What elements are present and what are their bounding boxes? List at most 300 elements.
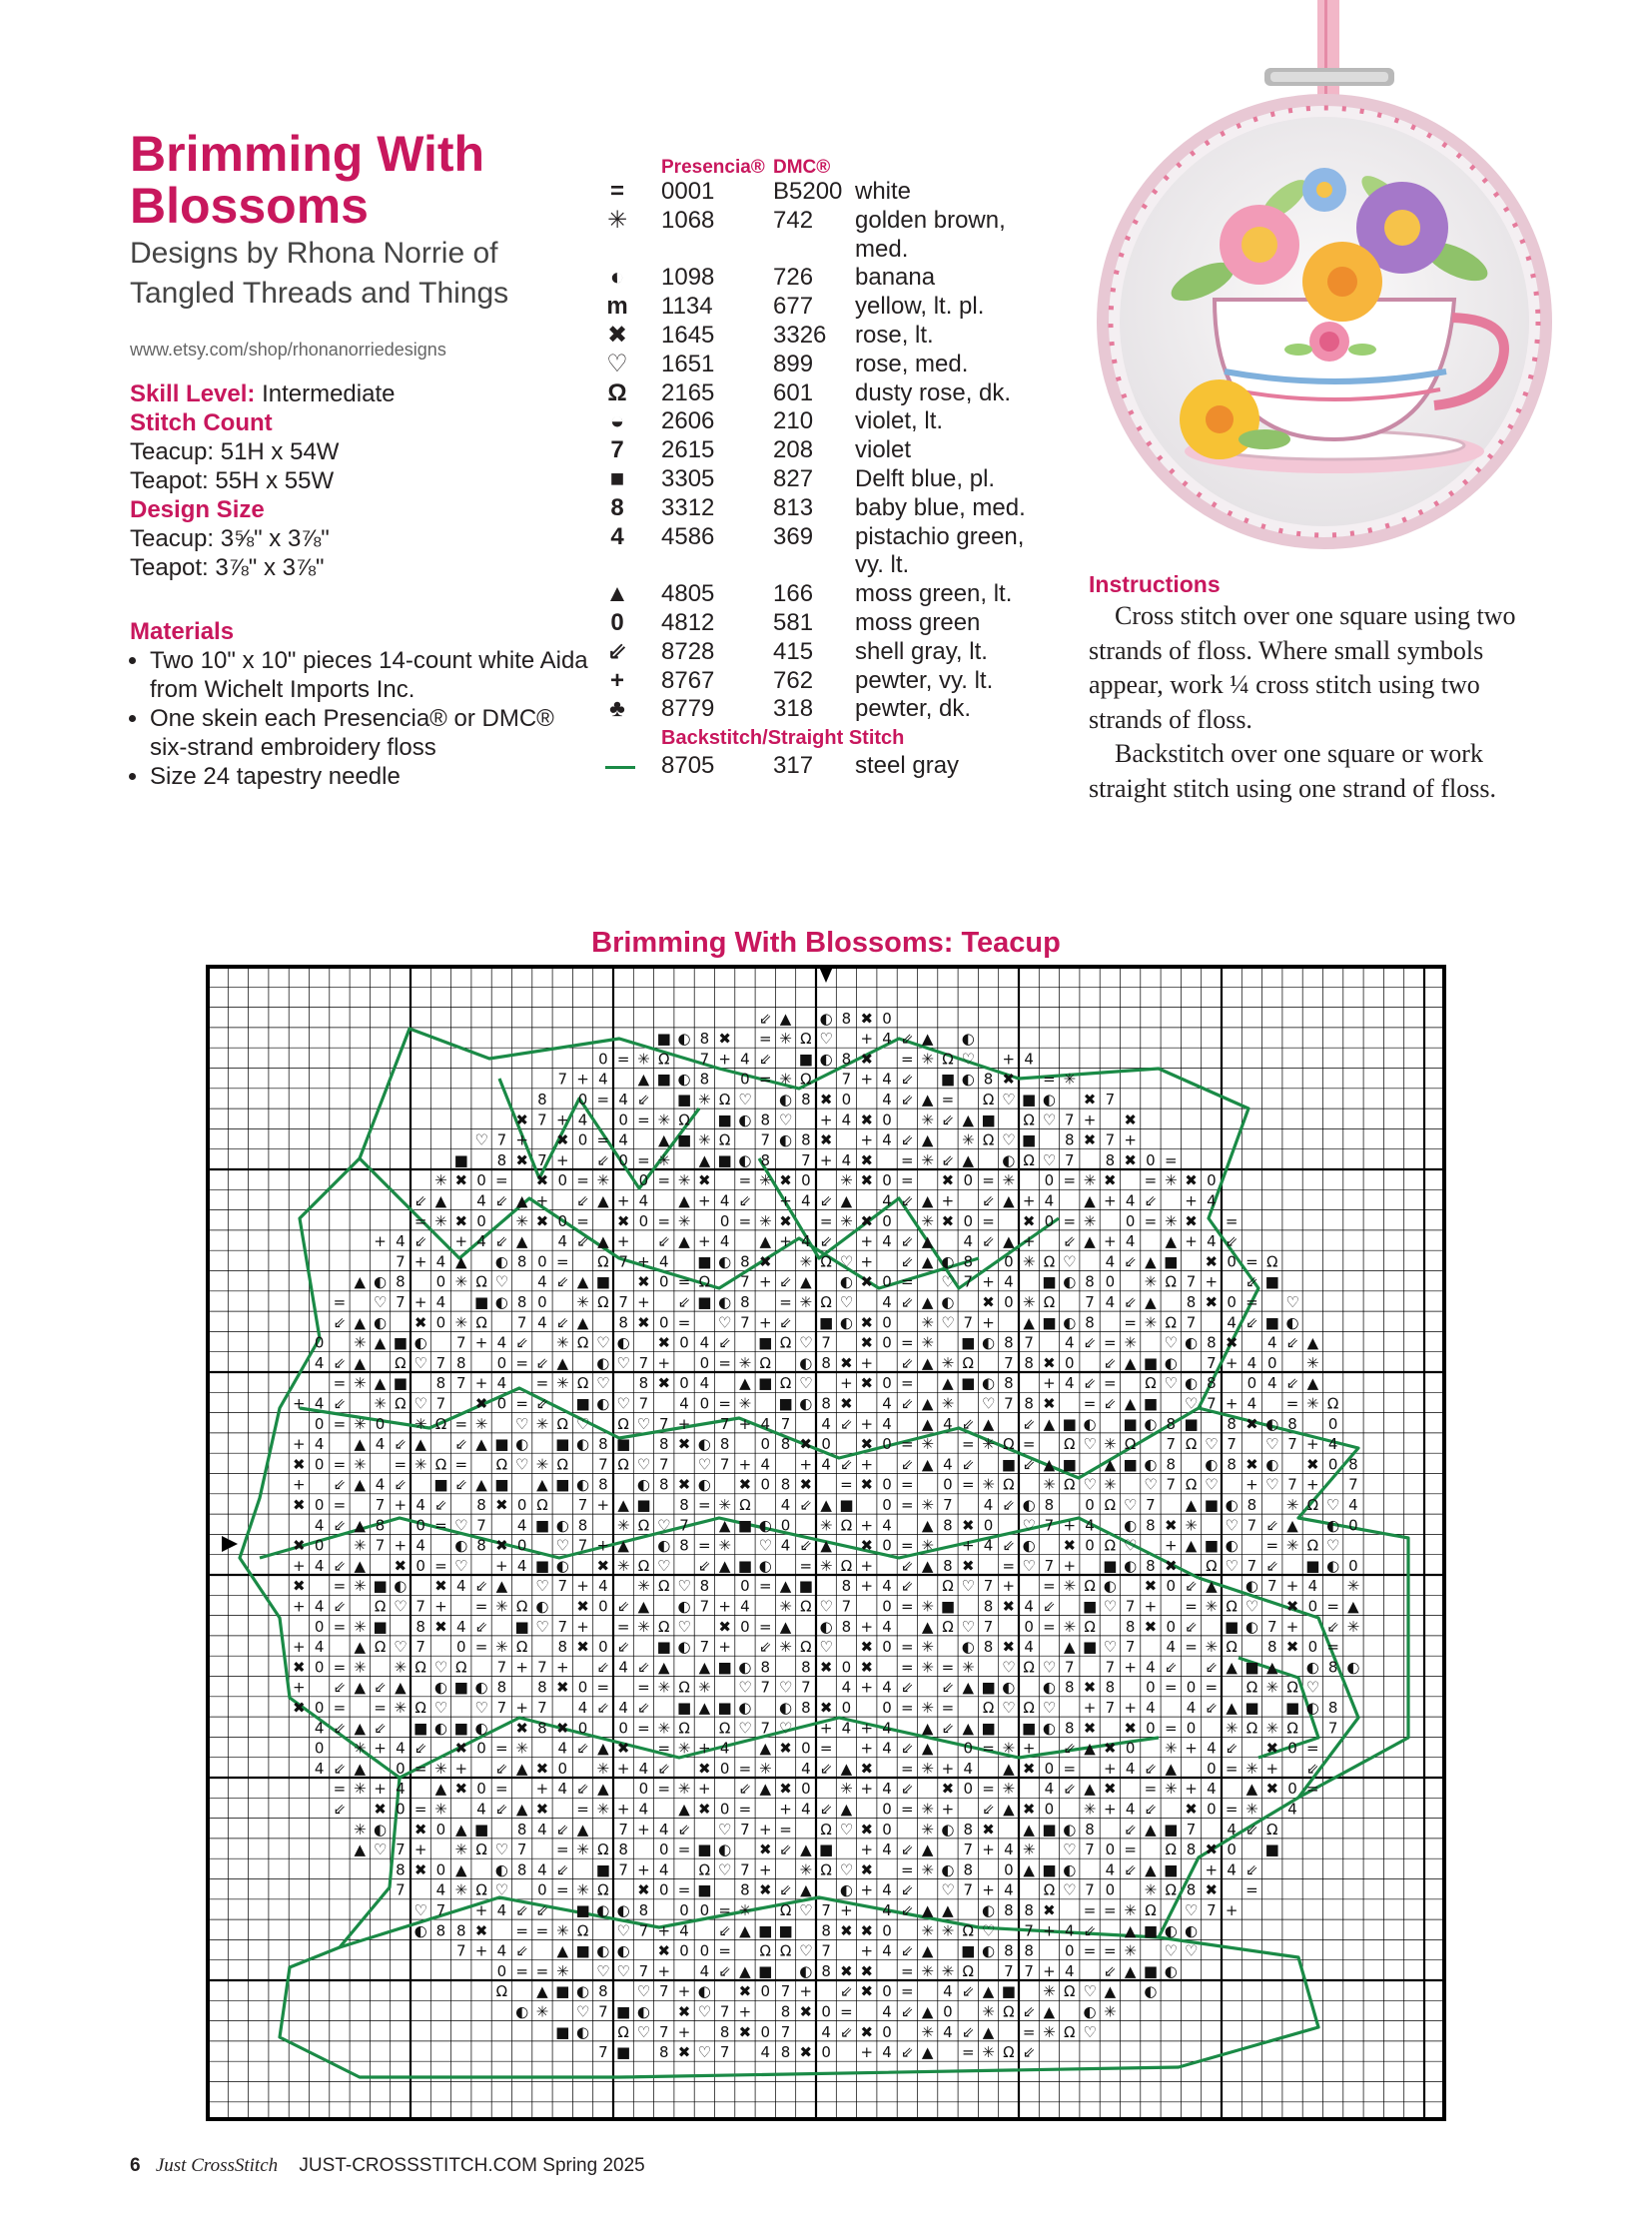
stitch-symbol: ■ [1284, 1698, 1300, 1717]
stitch-symbol: 7 [1064, 1150, 1075, 1169]
stitch-symbol: ✖ [1083, 1090, 1097, 1109]
stitch-symbol: ♡ [636, 2022, 651, 2041]
stitch-symbol: ✖ [474, 1394, 488, 1413]
stitch-symbol: 4 [882, 1617, 892, 1636]
stitch-symbol: ✳ [921, 1536, 934, 1555]
instructions-heading: Instructions [1089, 571, 1221, 597]
stitch-symbol: + [474, 1374, 488, 1393]
stitch-symbol: 4 [841, 1150, 852, 1169]
stitch-symbol: ✳ [779, 1597, 792, 1616]
stitch-symbol: ✳ [555, 1921, 569, 1940]
stitch-symbol: 7 [598, 2002, 608, 2021]
stitch-symbol: ♡ [494, 1272, 509, 1291]
stitch-symbol: 0 [577, 1678, 588, 1697]
key-presencia: 1651 [661, 350, 715, 377]
stitch-symbol: ⇙ [819, 1232, 833, 1251]
stitch-symbol: 7 [1064, 1658, 1075, 1677]
stitch-symbol: ✳ [394, 1658, 408, 1677]
key-presencia: 8767 [661, 666, 715, 694]
key-color-name: rose, med. [855, 350, 969, 377]
stitch-symbol: + [941, 1800, 955, 1819]
stitch-symbol: ■ [1082, 1597, 1098, 1616]
stitch-symbol: ✖ [1185, 1171, 1198, 1190]
stitch-symbol: ◐ [1063, 1313, 1077, 1332]
stitch-symbol: + [860, 1577, 874, 1596]
stitch-symbol: 4 [719, 1191, 730, 1210]
stitch-symbol: ⇙ [333, 1313, 347, 1332]
stitch-symbol: ▲ [840, 1191, 853, 1210]
key-dmc: B5200 [773, 178, 843, 205]
stitch-symbol: ◐ [799, 1353, 813, 1372]
stitch-symbol: ■ [697, 1841, 712, 1859]
stitch-symbol: 7 [1105, 1658, 1116, 1677]
stitch-symbol: 8 [557, 1638, 568, 1657]
stitch-symbol: + [1124, 1130, 1137, 1149]
stitch-symbol: ◐ [413, 1921, 427, 1940]
stitch-symbol: Ω [1185, 1435, 1198, 1454]
stitch-symbol: ♡ [454, 1556, 468, 1575]
stitch-symbol: Ω [1003, 1475, 1015, 1494]
stitch-symbol: 0 [1105, 1880, 1116, 1899]
stitch-symbol: ✖ [860, 1171, 874, 1190]
stitch-symbol: 0 [882, 1333, 892, 1352]
stitch-symbol: ■ [1001, 1455, 1016, 1474]
stitch-symbol: 0 [618, 1110, 628, 1129]
stitch-symbol: = [1144, 1211, 1158, 1230]
stitch-symbol: 4 [476, 1191, 486, 1210]
stitch-symbol: 7 [801, 1150, 811, 1169]
stitch-symbol: ■ [717, 1150, 732, 1169]
stitch-symbol: ♡ [413, 1900, 427, 1919]
stitch-symbol: = [982, 1211, 995, 1230]
stitch-symbol: ✖ [1083, 1130, 1097, 1149]
stitch-symbol: ■ [575, 1394, 590, 1413]
stitch-symbol: + [840, 1900, 853, 1919]
stitch-symbol: 4 [476, 1800, 486, 1819]
stitch-symbol: + [596, 1536, 610, 1555]
stitch-symbol: 0 [882, 1374, 892, 1393]
stitch-symbol: = [1285, 1394, 1299, 1413]
stitch-symbol: 8 [801, 1130, 811, 1149]
stitch-symbol: ⇙ [901, 1353, 914, 1372]
key-color-name: pewter, vy. lt. [855, 666, 994, 694]
stitch-symbol: ✖ [535, 1800, 549, 1819]
stitch-symbol: ▲ [1245, 1780, 1258, 1799]
stitch-symbol: ■ [940, 1070, 956, 1089]
stitch-symbol: 7 [496, 1698, 507, 1717]
stitch-symbol: 0 [638, 1171, 649, 1190]
key-dmc: 742 [773, 206, 814, 234]
stitch-symbol: = [1104, 1900, 1117, 1919]
stitch-symbol: ✖ [941, 1780, 955, 1799]
stitch-symbol: 4 [476, 1232, 486, 1251]
stitch-symbol: ▲ [759, 1232, 772, 1251]
stitch-symbol: ⇙ [333, 1556, 347, 1575]
stitch-symbol: Ω [1064, 1435, 1076, 1454]
stitch-symbol: = [901, 1759, 914, 1778]
stitch-symbol: ▲ [576, 1272, 589, 1291]
stitch-symbol: 7 [1024, 1961, 1034, 1980]
stitch-symbol: ▲ [1124, 1353, 1137, 1372]
stitch-symbol: + [799, 1982, 813, 2001]
stitch-symbol: ◐ [596, 1353, 610, 1372]
stitch-symbol: ✖ [718, 1030, 731, 1049]
stitch-symbol: ♡ [778, 1110, 793, 1129]
stitch-symbol: ▲ [779, 1617, 792, 1636]
stitch-symbol: ◐ [494, 1292, 508, 1311]
stitch-symbol: = [901, 1961, 914, 1980]
stitch-count-heading: Stitch Count [130, 409, 273, 436]
stitch-symbol: 0 [1266, 1353, 1277, 1372]
stitch-symbol: = [333, 1658, 347, 1677]
stitch-symbol: ⇙ [961, 1414, 975, 1433]
materials-heading: Materials [130, 618, 235, 645]
stitch-symbol: ✳ [657, 1110, 671, 1129]
stitch-count-teacup: Teacup: 51H x 54W [130, 438, 340, 465]
key-row [599, 523, 1039, 581]
stitch-symbol: = [1043, 1617, 1056, 1636]
stitch-symbol: 4 [801, 1191, 811, 1210]
key-dmc: 3326 [773, 321, 827, 349]
stitch-symbol: Ω [576, 1333, 589, 1352]
stitch-symbol: 7 [557, 1577, 568, 1596]
stitch-symbol: ⇙ [1205, 1658, 1219, 1677]
stitch-symbol: + [860, 1414, 874, 1433]
stitch-symbol: ▲ [657, 1130, 670, 1149]
stitch-symbol: ▲ [1104, 1982, 1117, 2001]
key-row [599, 178, 1039, 207]
stitch-symbol: ✖ [982, 1292, 995, 1311]
stitch-symbol: ▲ [354, 1841, 367, 1859]
stitch-symbol: = [596, 1678, 610, 1697]
stitch-symbol: = [1083, 1941, 1097, 1960]
stitch-symbol: + [799, 1455, 813, 1474]
stitch-symbol: 4 [1004, 1880, 1014, 1899]
key-symbol: ◒ [609, 407, 625, 435]
stitch-symbol: ◐ [1326, 1516, 1340, 1535]
key-row [599, 351, 1039, 379]
stitch-symbol: 4 [882, 1394, 892, 1413]
stitch-symbol: 8 [375, 1516, 386, 1535]
stitch-symbol: 8 [1064, 1678, 1075, 1697]
designer-website-link[interactable]: www.etsy.com/shop/rhonanorriedesigns [130, 340, 446, 360]
stitch-symbol: = [901, 1272, 914, 1291]
stitch-symbol: ♡ [1265, 1435, 1279, 1454]
stitch-symbol: ✖ [1083, 1678, 1097, 1697]
stitch-symbol: ■ [1264, 1313, 1279, 1332]
stitch-symbol: ⇙ [1002, 1495, 1016, 1514]
stitch-symbol: 8 [1024, 1394, 1034, 1413]
stitch-symbol: ⇙ [515, 1333, 528, 1352]
stitch-symbol: + [293, 1435, 306, 1454]
stitch-symbol: Ω [1266, 1252, 1278, 1271]
stitch-symbol: + [637, 1292, 650, 1311]
stitch-symbol: ⇙ [779, 1313, 792, 1332]
stitch-symbol: ✖ [1225, 1333, 1239, 1352]
stitch-symbol: ♡ [494, 1880, 509, 1899]
stitch-symbol: 4 [882, 1090, 892, 1109]
stitch-symbol: ⇙ [413, 1232, 427, 1251]
stitch-symbol: 8 [963, 1860, 974, 1879]
key-row [599, 407, 1039, 436]
stitch-symbol: ✖ [941, 1171, 955, 1190]
stitch-symbol: + [535, 1191, 549, 1210]
stitch-symbol: ✳ [1306, 1353, 1319, 1372]
stitch-symbol: 7 [780, 2022, 791, 2041]
stitch-symbol: ✳ [961, 1658, 975, 1677]
stitch-symbol: 0 [679, 1374, 689, 1393]
materials-item: • One skein each Presencia® or DMC® six-strand embroidery floss [150, 704, 589, 762]
stitch-symbol: ✖ [840, 1394, 853, 1413]
stitch-symbol: + [860, 1719, 874, 1738]
stitch-symbol: ◐ [982, 1900, 996, 1919]
stitch-symbol: ■ [656, 1638, 671, 1657]
stitch-symbol: 7 [1146, 1495, 1156, 1514]
stitch-symbol: 7 [598, 2043, 608, 2062]
stitch-symbol: ✳ [353, 1414, 367, 1433]
stitch-symbol: Ω [800, 1030, 812, 1049]
stitch-symbol: ■ [676, 1130, 692, 1149]
stitch-symbol: = [901, 1698, 914, 1717]
stitch-symbol: Ω [1185, 1475, 1198, 1494]
stitch-symbol: + [515, 1658, 528, 1677]
stitch-symbol: 8 [780, 1475, 791, 1494]
key-color-name: violet, lt. [855, 407, 944, 435]
stitch-symbol: ♡ [717, 1860, 732, 1879]
stitch-symbol: ♡ [1083, 1982, 1097, 2001]
stitch-symbol: 7 [658, 2022, 669, 2041]
stitch-symbol: 4 [821, 2022, 831, 2041]
stitch-symbol: ⇙ [576, 1739, 589, 1758]
stitch-symbol: 4 [1266, 1374, 1277, 1393]
stitch-symbol: 8 [1125, 1617, 1136, 1636]
stitch-symbol: ✖ [698, 1759, 711, 1778]
stitch-symbol: 4 [1064, 1333, 1075, 1352]
stitch-symbol: ✖ [982, 1820, 995, 1839]
stitch-symbol: 0 [598, 1597, 608, 1616]
stitch-symbol: ⇙ [982, 1800, 995, 1819]
stitch-symbol: ◐ [1002, 1150, 1016, 1169]
stitch-symbol: ▲ [921, 1414, 934, 1433]
stitch-symbol: ■ [717, 1110, 732, 1129]
key-presencia: 0001 [661, 178, 715, 205]
stitch-symbol: ◐ [515, 1435, 529, 1454]
stitch-symbol: 4 [882, 1841, 892, 1859]
stitch-symbol: = [555, 1841, 569, 1859]
stitch-symbol: ♡ [373, 1292, 388, 1311]
stitch-symbol: ◐ [839, 1880, 853, 1899]
stitch-symbol: ✳ [657, 1719, 671, 1738]
stitch-symbol: = [333, 1780, 347, 1799]
stitch-symbol: 0 [882, 1272, 892, 1291]
key-presencia: 8705 [661, 752, 715, 780]
stitch-symbol: 4 [882, 1070, 892, 1089]
stitch-symbol: 0 [396, 1800, 406, 1819]
stitch-symbol: ▲ [495, 1577, 508, 1596]
stitch-symbol: ■ [595, 1272, 610, 1291]
key-color-name: moss green, lt. [855, 580, 1013, 608]
stitch-symbol: ▲ [395, 1678, 407, 1697]
stitch-symbol: ✖ [555, 1678, 569, 1697]
stitch-symbol: 4 [435, 1252, 446, 1271]
stitch-symbol: ◐ [1185, 1921, 1199, 1940]
stitch-symbol: 0 [882, 1800, 892, 1819]
stitch-symbol: ◐ [1144, 1455, 1158, 1474]
stitch-symbol: + [413, 1841, 427, 1859]
key-row [599, 609, 1039, 638]
stitch-symbol: ▲ [1043, 1414, 1056, 1433]
stitch-symbol: ▲ [982, 2022, 995, 2041]
stitch-symbol: = [1063, 1171, 1077, 1190]
page-number: 6 [130, 2155, 141, 2176]
stitch-symbol: ■ [758, 1333, 773, 1352]
stitch-symbol: ⇙ [394, 1435, 408, 1454]
stitch-symbol: 8 [1024, 1353, 1034, 1372]
stitch-symbol: = [901, 1495, 914, 1514]
stitch-symbol: 7 [396, 1292, 406, 1311]
stitch-symbol: ■ [575, 1900, 590, 1919]
stitch-symbol: 0 [1044, 1759, 1055, 1778]
stitch-symbol: ▲ [921, 1719, 934, 1738]
stitch-symbol: ✳ [799, 1252, 813, 1271]
pattern-specs [130, 379, 569, 582]
stitch-symbol: 7 [1186, 1272, 1197, 1291]
stitch-symbol: ✳ [1245, 1800, 1258, 1819]
stitch-symbol: 4 [658, 1252, 669, 1271]
stitch-symbol: 4 [557, 1780, 568, 1799]
stitch-symbol: ⇙ [616, 1638, 630, 1657]
stitch-symbol: ✳ [941, 1921, 955, 1940]
stitch-symbol: ✖ [738, 1475, 752, 1494]
stitch-symbol: ⇙ [474, 1617, 488, 1636]
stitch-symbol: ■ [697, 1880, 712, 1899]
stitch-symbol: ✳ [637, 1050, 650, 1069]
stitch-symbol: Ω [739, 1495, 751, 1514]
stitch-symbol: = [819, 1211, 833, 1230]
stitch-symbol: ▲ [678, 1232, 690, 1251]
stitch-symbol: 4 [638, 1800, 649, 1819]
stitch-symbol: ⇙ [982, 1191, 995, 1210]
stitch-symbol: 7 [658, 1455, 669, 1474]
stitch-symbol: 8 [455, 1353, 466, 1372]
stitch-symbol: ♡ [1325, 1495, 1340, 1514]
stitch-symbol: 4 [963, 1232, 974, 1251]
stitch-symbol: 0 [679, 1333, 689, 1352]
stitch-symbol: = [333, 1495, 347, 1514]
stitch-symbol: + [1205, 1272, 1219, 1291]
stitch-symbol: 7 [983, 1617, 994, 1636]
stitch-symbol: 8 [1004, 1941, 1014, 1960]
stitch-symbol: ⇙ [333, 1516, 347, 1535]
stitch-symbol: ✳ [413, 1414, 427, 1433]
key-symbol: ▲ [605, 580, 629, 608]
stitch-symbol: Ω [1165, 1841, 1177, 1859]
stitch-symbol: 0 [537, 1880, 547, 1899]
stitch-symbol: ♡ [941, 1272, 955, 1291]
stitch-symbol: ◐ [941, 1860, 955, 1879]
stitch-symbol: 4 [1166, 1638, 1177, 1657]
stitch-symbol: ◐ [839, 1272, 853, 1291]
stitch-symbol: = [779, 1292, 792, 1311]
stitch-symbol: 0 [577, 1090, 588, 1109]
stitch-symbol: ✖ [1205, 1841, 1219, 1859]
stitch-symbol: 7 [1287, 1475, 1297, 1494]
stitch-symbol: ■ [494, 1435, 509, 1454]
stitch-symbol: 4 [882, 1414, 892, 1433]
stitch-symbol: ✳ [677, 1171, 691, 1190]
stitch-symbol: = [1022, 2022, 1036, 2041]
stitch-symbol: ■ [697, 1292, 712, 1311]
key-dmc: 317 [773, 752, 814, 780]
stitch-symbol: ♡ [596, 1961, 610, 1980]
stitch-symbol: 7 [496, 1130, 507, 1149]
stitch-symbol: Ω [1165, 1272, 1177, 1291]
stitch-symbol: ♡ [657, 1556, 671, 1575]
stitch-symbol: 0 [821, 1435, 831, 1454]
stitch-symbol: Ω [759, 1353, 771, 1372]
stitch-symbol: 4 [983, 1536, 994, 1555]
stitch-symbol: ✳ [434, 1211, 447, 1230]
stitch-symbol: 0 [618, 1719, 628, 1738]
stitch-symbol: ✖ [677, 2043, 691, 2062]
stitch-symbol: ✖ [961, 1516, 975, 1535]
stitch-symbol: ✳ [779, 1030, 792, 1049]
stitch-symbol: ♡ [799, 1900, 813, 1919]
stitch-symbol: 0 [963, 1211, 974, 1230]
key-header-presencia: Presencia® [661, 157, 765, 178]
stitch-symbol: 8 [1064, 1130, 1075, 1149]
stitch-symbol: 7 [699, 1050, 710, 1069]
stitch-symbol: 4 [314, 1597, 325, 1616]
stitch-symbol: ♡ [738, 1678, 752, 1697]
stitch-symbol: 4 [537, 1313, 547, 1332]
materials-list [130, 646, 589, 791]
stitch-symbol: ◐ [535, 1597, 549, 1616]
stitch-symbol: ✳ [353, 1658, 367, 1677]
stitch-symbol: Ω [597, 1841, 609, 1859]
stitch-symbol: 4 [1348, 1495, 1358, 1514]
stitch-symbol: ✳ [799, 1860, 813, 1879]
stitch-symbol: 4 [983, 1495, 994, 1514]
stitch-symbol: ✳ [677, 1780, 691, 1799]
stitch-symbol: 4 [1085, 1516, 1095, 1535]
key-presencia: 3305 [661, 464, 715, 492]
key-dmc: 677 [773, 293, 814, 321]
stitch-symbol: ⇙ [596, 1150, 610, 1169]
stitch-symbol: ◐ [636, 1475, 650, 1494]
stitch-symbol: ✳ [921, 1800, 934, 1819]
stitch-symbol: 4 [1024, 1638, 1034, 1657]
stitch-symbol: 7 [1125, 1638, 1136, 1657]
stitch-symbol: = [637, 1678, 650, 1697]
stitch-symbol: = [535, 1961, 549, 1980]
key-row [599, 379, 1039, 408]
stitch-symbol: ■ [1244, 1698, 1259, 1717]
stitch-symbol: ✳ [921, 1658, 934, 1677]
key-color-name: steel gray [855, 752, 960, 780]
stitch-symbol: 0 [780, 1516, 791, 1535]
stitch-symbol: 4 [780, 1495, 791, 1514]
stitch-symbol: + [1124, 1658, 1137, 1677]
stitch-symbol: + [637, 1860, 650, 1879]
stitch-symbol: Ω [1003, 1435, 1015, 1454]
stitch-symbol: ✖ [413, 1860, 427, 1879]
stitch-symbol: ✖ [860, 1658, 874, 1677]
stitch-symbol: ▲ [354, 1719, 367, 1738]
stitch-symbol: Ω [800, 1070, 812, 1089]
stitch-symbol: 0 [1125, 1739, 1136, 1758]
stitch-symbol: + [1043, 1374, 1056, 1393]
